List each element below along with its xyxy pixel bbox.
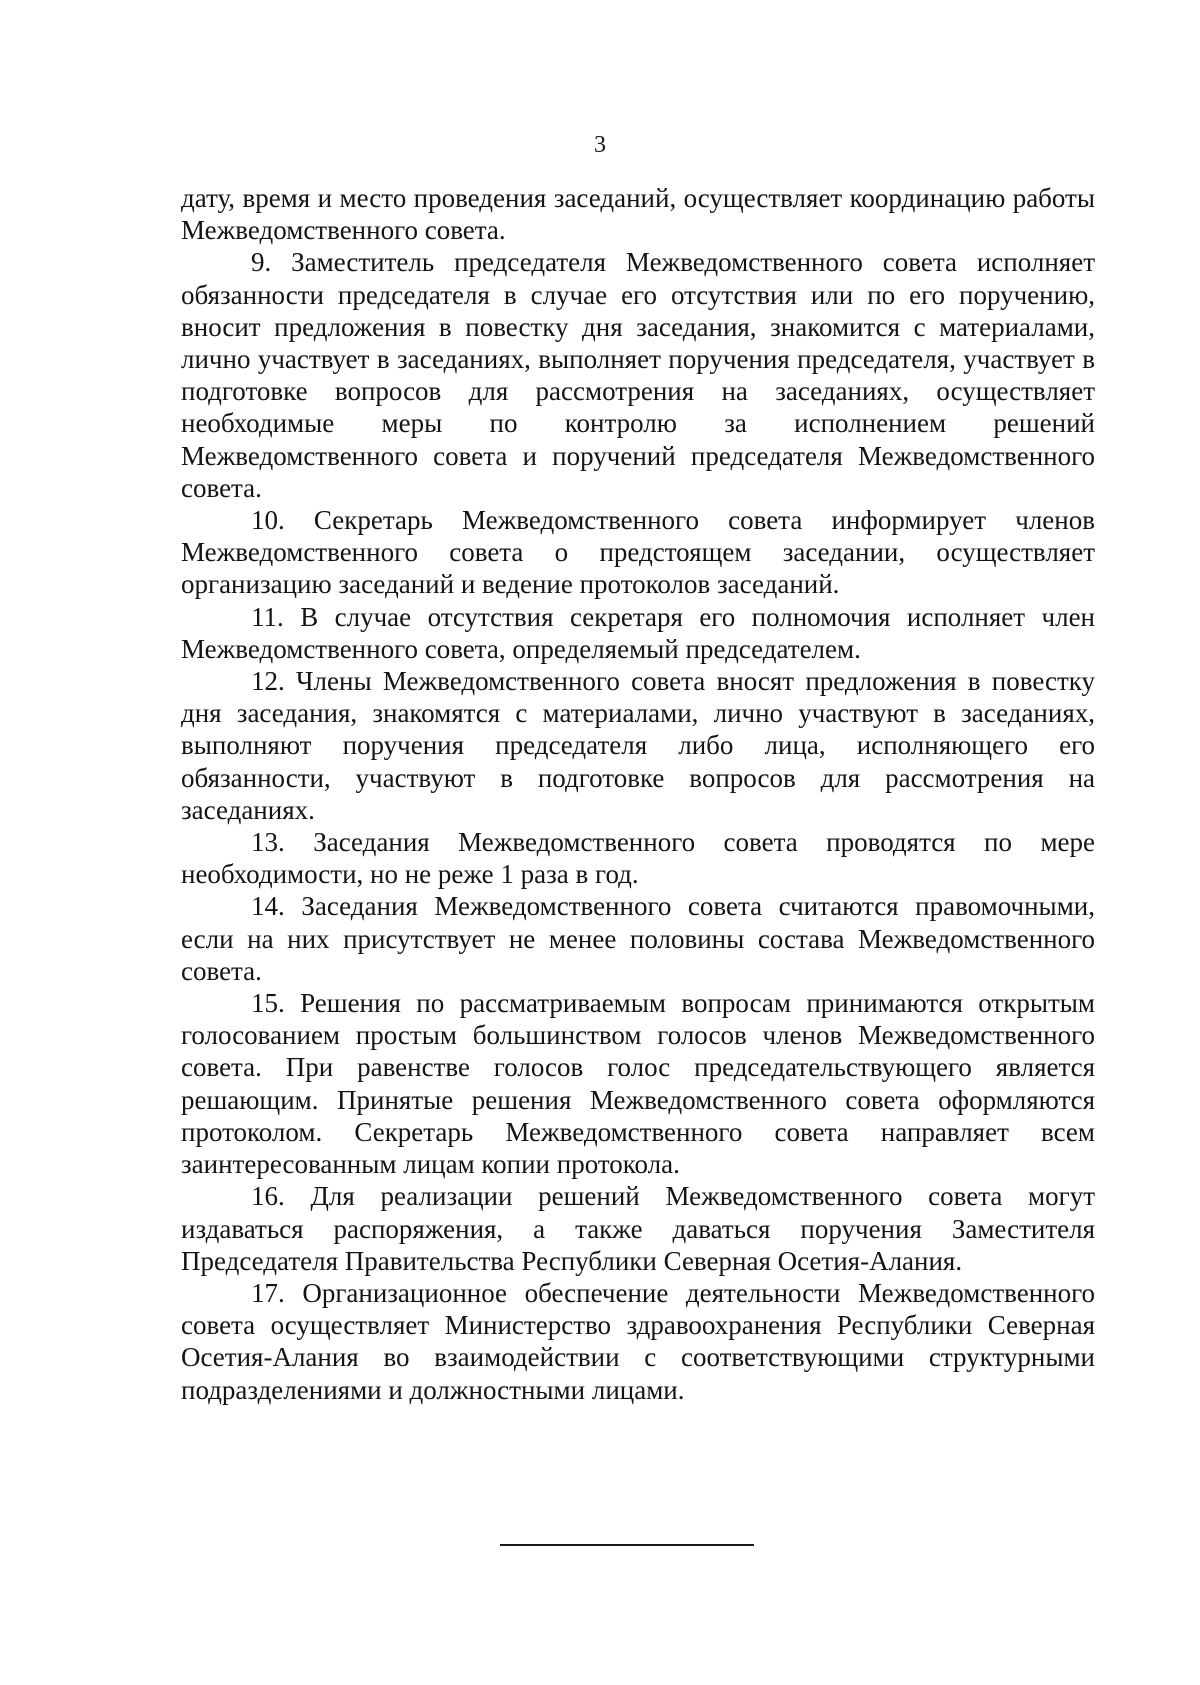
paragraph-item-11: 11. В случае отсутствия секретаря его полномочия исполняет член Межведомственного совета, определяемый председателем. bbox=[181, 601, 1095, 664]
paragraph-item-9: 9. Заместитель председателя Межведомственного совета исполняет обязанности председателя в случае его отсутствия или по его поручению, вносит предложения в повестку дня заседания, знакомится с материалами, лично участвует в заседаниях, выполняет поручения председателя, участвует в подготовке вопросов для рассмотрения на заседаниях, осуществляет необходимые меры по контролю за исполнением решений Межведомственного совета и поручений председателя Межведомственного совета. bbox=[181, 247, 1095, 503]
paragraph-item-14: 14. Заседания Межведомственного совета считаются правомочными, если на них присутствует не менее половины состава Межведомственного совета. bbox=[181, 891, 1095, 986]
paragraph-continuation: дату, время и место проведения заседаний, осуществляет координацию работы Межведомственного совета. bbox=[181, 183, 1095, 246]
page-number: 3 bbox=[594, 132, 606, 158]
end-of-document-rule bbox=[500, 1544, 754, 1546]
paragraph-item-17: 17. Организационное обеспечение деятельности Межведомственного совета осуществляет Министерство здравоохранения Республики Северная Осетия-Алания во взаимодействии с соответствующими структурными подразделениями и должностными лицами. bbox=[181, 1277, 1095, 1405]
document-body bbox=[181, 182, 1095, 1406]
paragraph-item-12: 12. Члены Межведомственного совета вносят предложения в повестку дня заседания, знакомятся с материалами, лично участвуют в заседаниях, выполняют поручения председателя либо лица, исполняющего его обязанности, участвуют в подготовке вопросов для рассмотрения на заседаниях. bbox=[181, 666, 1095, 825]
paragraph-item-10: 10. Секретарь Межведомственного совета информирует членов Межведомственного совета о предстоящем заседании, осуществляет организацию заседаний и ведение протоколов заседаний. bbox=[181, 505, 1095, 600]
paragraph-item-15: 15. Решения по рассматриваемым вопросам принимаются открытым голосованием простым большинством голосов членов Межведомственного совета. При равенстве голосов голос председательствующего является решающим. Принятые решения Межведомственного совета оформляются протоколом. Секретарь Межведомственного совета направляет всем заинтересованным лицам копии протокола. bbox=[181, 988, 1095, 1180]
paragraph-item-13: 13. Заседания Межведомственного совета проводятся по мере необходимости, но не реже 1 раза в год. bbox=[181, 827, 1095, 890]
paragraph-item-16: 16. Для реализации решений Межведомственного совета могут издаваться распоряжения, а также даваться поручения Заместителя Председателя Правительства Республики Северная Осетия-Алания. bbox=[181, 1181, 1095, 1276]
